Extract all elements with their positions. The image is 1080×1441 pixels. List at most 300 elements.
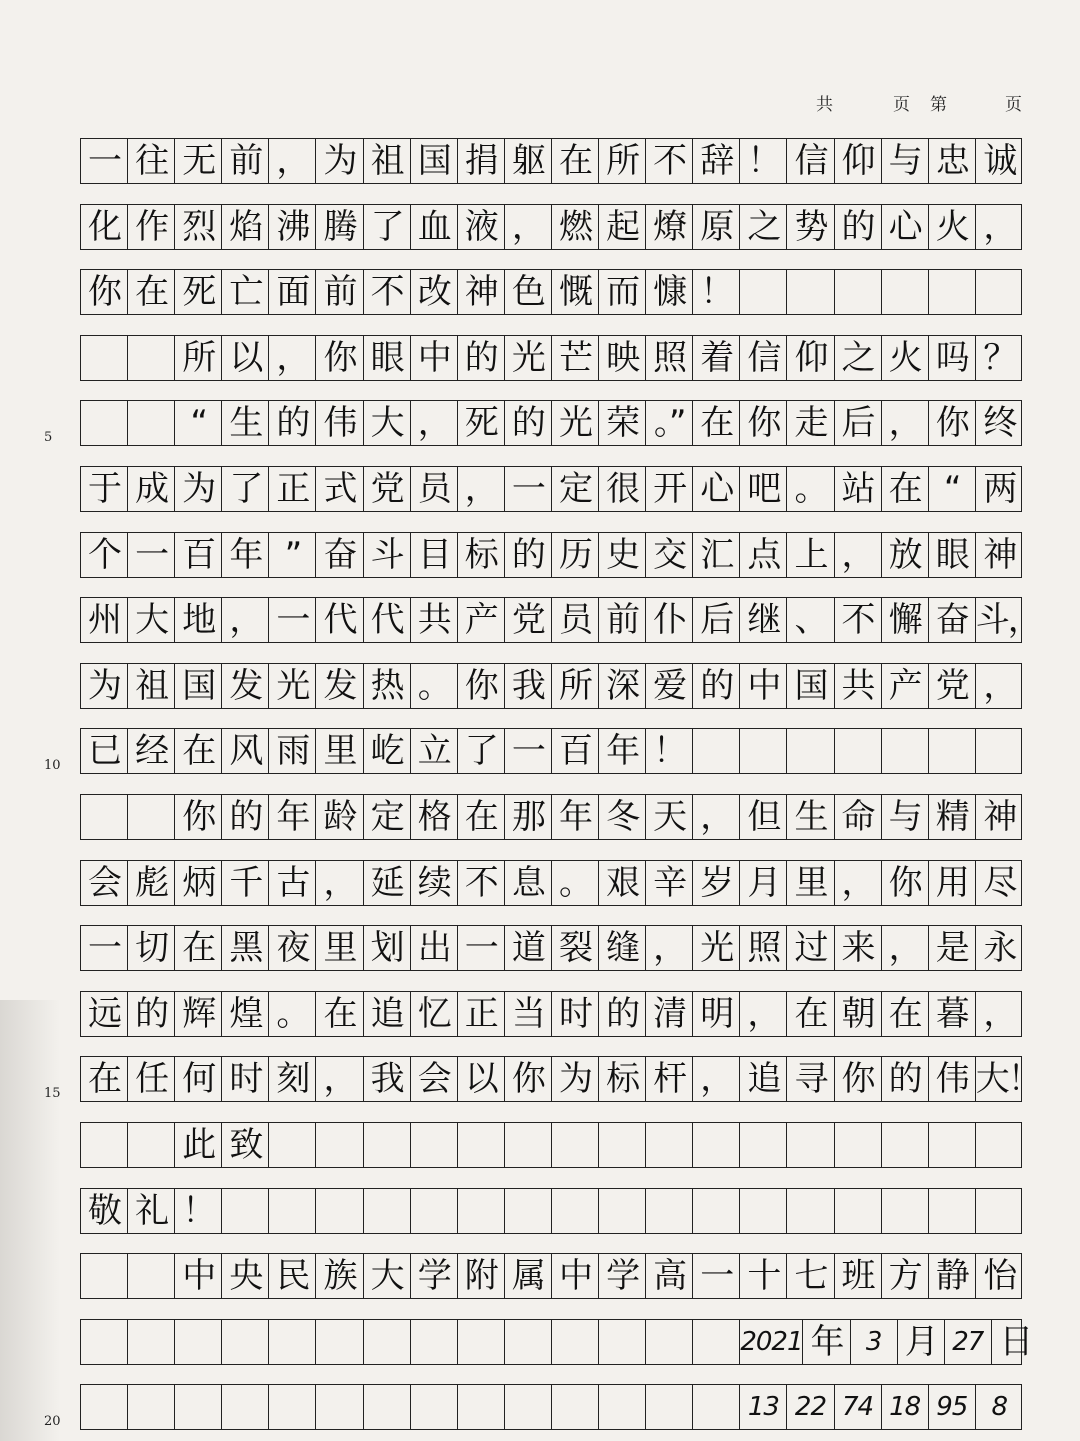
grid-cell [128,336,175,380]
grid-cell [128,1123,175,1167]
grid-cell: 。” [646,401,693,445]
grid-cell: 3 [851,1320,898,1364]
grid-cell: 走 [787,401,834,445]
grid-cell: 百 [175,533,222,577]
grid-cell [599,1189,646,1233]
grid-cell: 古 [269,861,316,905]
grid-cell: 当 [505,992,552,1036]
grid-cell: 伟 [929,1057,976,1101]
grid-cell: 命 [835,795,882,839]
grid-cell: 。 [411,664,458,708]
grid-cell [835,729,882,773]
grid-cell: 切 [128,926,175,970]
grid-cell [128,401,175,445]
grid-cell: ， [458,467,505,511]
grid-row [80,204,1022,250]
grid-cell [458,1189,505,1233]
grid-cell: 共 [835,664,882,708]
grid-cell: 国 [411,139,458,183]
grid-cell [787,1123,834,1167]
grid-cell: 辞 [693,139,740,183]
grid-cell: 着 [693,336,740,380]
grid-cell: ， [411,401,458,445]
grid-cell: 放 [882,533,929,577]
grid-cell [81,1320,128,1364]
grid-cell [269,1320,316,1364]
grid-cell: 怡 [983,1256,1016,1297]
grid-cell: 前 [222,139,269,183]
grid-cell: 火 [882,336,929,380]
page-number-label: 第 [930,95,947,115]
grid-cell: 正 [269,467,316,511]
grid-cell: 神 [983,797,1016,837]
grid-cell: 员 [411,467,458,511]
grid-cell: 在 [175,926,222,970]
grid-cell: 交 [646,533,693,577]
grid-cell: 所 [599,139,646,183]
grid-cell: 亡 [222,270,269,314]
grid-cell [693,1123,740,1167]
grid-row [80,466,1022,512]
grid-cell [835,1189,882,1233]
grid-cell: 的 [835,205,882,249]
grid-cell: 吧 [740,467,787,511]
grid-cell: 道 [505,926,552,970]
grid-cell: 你 [505,1057,552,1101]
grid-cell: 风 [222,729,269,773]
grid-cell: 岁 [693,861,740,905]
grid-cell [787,270,834,314]
grid-cell: 所 [175,336,222,380]
grid-cell: 代 [316,598,363,642]
grid-cell: 附 [458,1254,505,1298]
line-number: 10 [44,758,61,774]
grid-cell: 里 [787,861,834,905]
grid-row [80,925,1022,971]
grid-cell: 于 [81,467,128,511]
grid-row [80,1384,1022,1430]
grid-cell: 任 [128,1057,175,1101]
grid-cell: 在 [175,729,222,773]
grid-cell: 8 [991,1392,1008,1423]
grid-cell: ， [835,861,882,905]
grid-cell: 伟 [316,401,363,445]
grid-cell: 22 [787,1385,834,1429]
grid-row [80,138,1022,184]
grid-cell: 的 [882,1057,929,1101]
grid-cell: ， [983,665,1016,706]
grid-cell [316,1189,363,1233]
grid-cell: 艰 [599,861,646,905]
grid-cell: 了 [364,205,411,249]
grid-cell [599,1123,646,1167]
grid-cell: 出 [411,926,458,970]
grid-cell: 来 [835,926,882,970]
grid-cell: 目 [411,533,458,577]
grid-cell: 史 [599,533,646,577]
grid-cell: 了 [458,729,505,773]
grid-cell [81,1385,128,1429]
grid-cell: 黑 [222,926,269,970]
grid-cell: 映 [599,336,646,380]
grid-cell: 已 [81,729,128,773]
grid-cell: 仰 [835,139,882,183]
grid-cell: 年 [803,1320,850,1364]
grid-cell: 血 [411,205,458,249]
grid-cell: 尽 [983,862,1016,903]
grid-cell [787,1189,834,1233]
grid-cell: 产 [458,598,505,642]
grid-cell: 辉 [175,992,222,1036]
grid-cell: ！ [646,729,693,773]
grid-cell: 十 [740,1254,787,1298]
grid-row [80,1253,1022,1299]
grid-cell: ， [222,598,269,642]
grid-row [80,1188,1022,1234]
grid-row [80,532,1022,578]
grid-cell: 原 [693,205,740,249]
grid-cell: 火 [929,205,976,249]
grid-cell: 杆 [646,1057,693,1101]
grid-cell: 心 [882,205,929,249]
grid-cell: 会 [411,1057,458,1101]
grid-cell: 大 [128,598,175,642]
grid-cell: ， [646,926,693,970]
grid-row [80,269,1022,315]
grid-cell: ， [983,993,1016,1034]
grid-cell [128,1320,175,1364]
grid-cell: 生 [222,401,269,445]
grid-cell [740,270,787,314]
grid-cell: 暮 [929,992,976,1036]
grid-cell: 夜 [269,926,316,970]
grid-cell: 为 [552,1057,599,1101]
grid-cell [316,1123,363,1167]
grid-cell: 后 [835,401,882,445]
grid-cell: 裂 [552,926,599,970]
grid-cell: 大 [364,1254,411,1298]
grid-cell: 很 [599,467,646,511]
grid-cell: 你 [740,401,787,445]
grid-cell [787,729,834,773]
grid-cell: 历 [552,533,599,577]
grid-cell: ！ [740,139,787,183]
grid-cell: 不 [458,861,505,905]
grid-cell [693,1385,740,1429]
grid-cell: 煌 [222,992,269,1036]
grid-cell: 发 [222,664,269,708]
grid-cell: 后 [693,598,740,642]
grid-cell: 与 [882,139,929,183]
grid-cell: 之 [740,205,787,249]
grid-cell: 心 [693,467,740,511]
grid-cell: 一 [81,139,128,183]
grid-cell: 我 [364,1057,411,1101]
grid-cell: 你 [882,861,929,905]
grid-cell: 无 [175,139,222,183]
grid-cell: ， [269,139,316,183]
grid-cell [222,1320,269,1364]
grid-cell: 斗 [364,533,411,577]
grid-cell: ， [835,533,882,577]
grid-cell [929,270,976,314]
grid-cell [976,270,1023,314]
grid-cell: 焰 [222,205,269,249]
grid-cell: ” [269,533,316,577]
grid-cell: 式 [316,467,363,511]
grid-cell [364,1385,411,1429]
grid-cell: ， [882,401,929,445]
grid-cell: ， [740,992,787,1036]
grid-cell: 清 [646,992,693,1036]
grid-cell: 祖 [364,139,411,183]
grid-cell: 之 [835,336,882,380]
grid-cell: 眼 [364,336,411,380]
grid-cell [740,729,787,773]
grid-cell: 光 [552,401,599,445]
grid-cell: 捐 [458,139,505,183]
grid-cell: 站 [835,467,882,511]
grid-cell [929,729,976,773]
grid-cell: 一 [269,598,316,642]
grid-row [80,794,1022,840]
grid-cell [316,1320,363,1364]
grid-cell: 汇 [693,533,740,577]
grid-cell: 中 [411,336,458,380]
grid-cell [740,1189,787,1233]
grid-cell: 彪 [128,861,175,905]
grid-cell [411,1189,458,1233]
grid-cell: 月 [740,861,787,905]
grid-cell: 时 [222,1057,269,1101]
grid-cell: 会 [81,861,128,905]
grid-row [80,1056,1040,1102]
grid-cell: 年 [269,795,316,839]
grid-cell: 烈 [175,205,222,249]
grid-cell: 神 [983,534,1016,575]
grid-cell: 缝 [599,926,646,970]
grid-cell [128,1385,175,1429]
grid-cell: 方 [882,1254,929,1298]
grid-cell: 年 [552,795,599,839]
grid-cell: 腾 [316,205,363,249]
grid-cell: 不 [364,270,411,314]
grid-cell: 产 [882,664,929,708]
grid-cell [835,1123,882,1167]
grid-cell: ， [316,861,363,905]
grid-cell: 在 [128,270,175,314]
grid-row [80,860,1022,906]
grid-cell: 在 [81,1057,128,1101]
grid-cell: 奋 [929,598,976,642]
grid-row [80,400,1022,446]
grid-cell [364,1123,411,1167]
grid-cell: 冬 [599,795,646,839]
grid-cell: 点 [740,533,787,577]
grid-cell [81,1123,128,1167]
grid-cell: 18 [882,1385,929,1429]
grid-cell: 立 [411,729,458,773]
grid-cell: 在 [552,139,599,183]
grid-cell: 死 [458,401,505,445]
grid-cell: 的 [505,401,552,445]
grid-cell [175,1385,222,1429]
grid-cell [929,1189,976,1233]
grid-cell: 明 [693,992,740,1036]
grid-cell [552,1189,599,1233]
grid-cell: 信 [787,139,834,183]
grid-cell [646,1189,693,1233]
line-number: 20 [44,1414,61,1430]
grid-cell: 深 [599,664,646,708]
grid-cell: 民 [269,1254,316,1298]
grid-cell: 吗 [929,336,976,380]
grid-cell [222,1189,269,1233]
grid-cell: 天 [646,795,693,839]
grid-cell: 辛 [646,861,693,905]
grid-cell: 前 [316,270,363,314]
grid-cell: ， [269,336,316,380]
grid-cell: 在 [693,401,740,445]
grid-cell: 央 [222,1254,269,1298]
grid-row [80,663,1022,709]
grid-cell [458,1123,505,1167]
grid-cell: 致 [222,1123,269,1167]
grid-cell [411,1320,458,1364]
grid-cell: 用 [929,861,976,905]
grid-cell: 往 [128,139,175,183]
grid-cell: 化 [81,205,128,249]
grid-row [80,1122,1022,1168]
grid-cell: 起 [599,205,646,249]
grid-cell: 的 [505,533,552,577]
grid-row [80,1319,1032,1365]
grid-row [80,335,1022,381]
grid-cell: 死 [175,270,222,314]
grid-cell: 开 [646,467,693,511]
grid-cell: 年 [222,533,269,577]
grid-cell: 的 [693,664,740,708]
page-header [816,90,1022,115]
grid-cell: 党 [929,664,976,708]
grid-cell: 延 [364,861,411,905]
grid-cell [81,336,128,380]
line-number: 15 [44,1086,61,1102]
grid-cell: 礼 [128,1189,175,1233]
grid-cell: 里 [316,729,363,773]
grid-cell: 燎 [646,205,693,249]
grid-cell: 百 [552,729,599,773]
grid-cell [976,1123,1023,1167]
grid-cell: 你 [458,664,505,708]
grid-cell [976,729,1023,773]
grid-cell: 高 [646,1254,693,1298]
grid-cell: 两 [983,469,1016,509]
grid-cell: 斗， [975,600,1040,641]
grid-cell [175,1320,222,1364]
grid-cell: 为 [175,467,222,511]
grid-cell: 你 [835,1057,882,1101]
grid-cell: 成 [128,467,175,511]
grid-cell: 面 [269,270,316,314]
grid-cell: 爱 [646,664,693,708]
grid-cell [269,1123,316,1167]
grid-cell: 国 [787,664,834,708]
grid-cell: ， [693,795,740,839]
grid-cell: 液 [458,205,505,249]
grid-cell: ！ [175,1189,222,1233]
grid-cell: ？ [983,337,1016,378]
grid-cell [222,1385,269,1429]
grid-cell: 改 [411,270,458,314]
grid-cell [552,1385,599,1429]
grid-cell [693,1320,740,1364]
grid-cell [505,1320,552,1364]
grid-cell [693,1189,740,1233]
grid-cell: 忠 [929,139,976,183]
grid-cell: 州 [81,598,128,642]
grid-cell: 13 [740,1385,787,1429]
grid-cell: 日 [999,1321,1032,1362]
grid-cell: 一 [505,729,552,773]
grid-cell: 照 [646,336,693,380]
grid-cell: 中 [740,664,787,708]
grid-cell [976,1189,1023,1233]
grid-cell: 年 [599,729,646,773]
grid-cell [505,1123,552,1167]
grid-cell: 生 [787,795,834,839]
grid-cell: 经 [128,729,175,773]
grid-cell: 上 [787,533,834,577]
pages-label: 页 [893,95,910,115]
grid-cell: 此 [175,1123,222,1167]
grid-cell: 班 [835,1254,882,1298]
grid-cell [411,1385,458,1429]
grid-cell: 一 [693,1254,740,1298]
grid-cell: 标 [599,1057,646,1101]
grid-cell: 朝 [835,992,882,1036]
grid-cell: 终 [983,403,1016,444]
grid-cell: 一 [458,926,505,970]
grid-cell [599,1385,646,1429]
grid-cell [882,729,929,773]
grid-cell: 何 [175,1057,222,1101]
grid-cell: 不 [646,139,693,183]
grid-cell [740,1123,787,1167]
grid-cell: 族 [316,1254,363,1298]
grid-cell [646,1123,693,1167]
grid-cell: 七 [787,1254,834,1298]
grid-cell [882,1123,929,1167]
grid-cell: 荣 [599,401,646,445]
grid-cell: “ [929,467,976,511]
line-number: 5 [44,430,53,446]
grid-cell: 代 [364,598,411,642]
grid-cell [599,1320,646,1364]
grid-cell: 息 [505,861,552,905]
grid-cell: 大！ [975,1059,1040,1100]
grid-cell [316,1385,363,1429]
grid-cell: 在 [787,992,834,1036]
grid-cell: 千 [222,861,269,905]
grid-cell: 我 [505,664,552,708]
grid-cell [882,1189,929,1233]
grid-cell [81,401,128,445]
grid-cell: 95 [929,1385,976,1429]
grid-cell [364,1320,411,1364]
grid-cell [646,1320,693,1364]
grid-cell: 个 [81,533,128,577]
